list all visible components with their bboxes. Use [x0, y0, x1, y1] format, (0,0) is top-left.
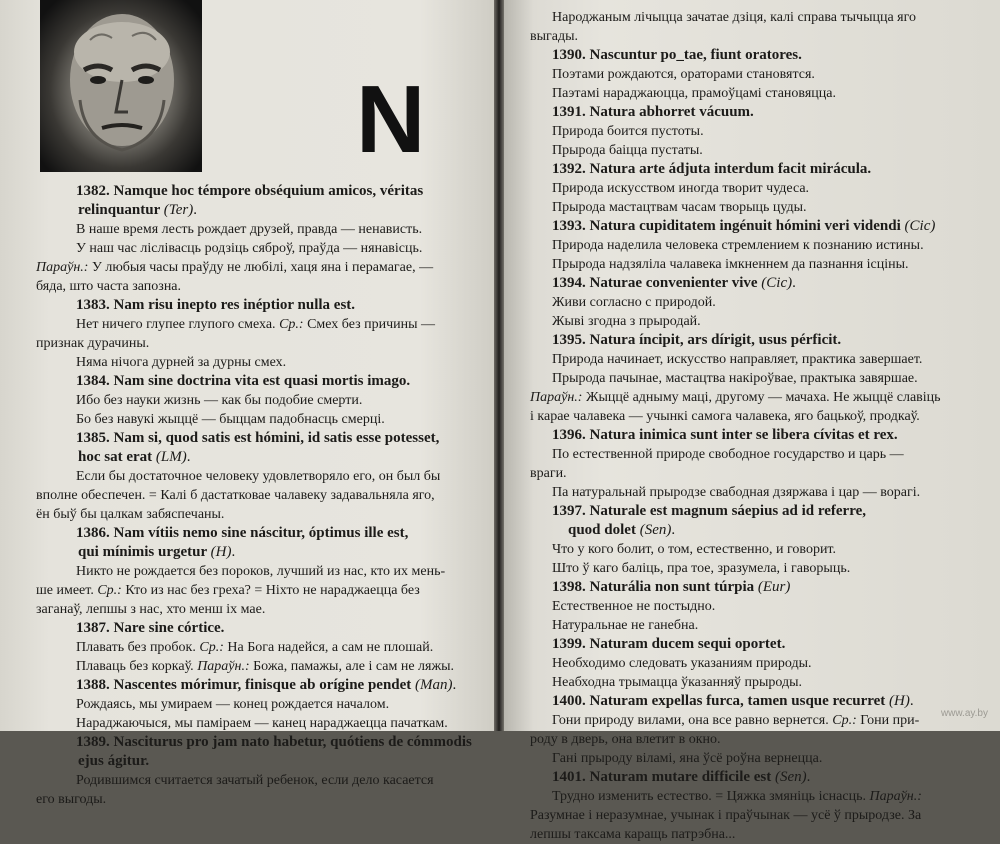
watermark: www.ay.by	[940, 708, 988, 719]
entry-text-line	[36, 505, 488, 524]
entry-heading-text: 1384. Nam sine doctrina vita est quasi mortis imago.	[76, 373, 411, 389]
line-segment: Поэтами рождаются, ораторами становятся.	[552, 67, 815, 82]
line-segment: (Sen)	[639, 522, 672, 538]
entry-text-line	[530, 540, 996, 559]
line-segment: .	[671, 522, 676, 538]
entry-text-line	[36, 220, 488, 239]
entry-heading-text: 1385. Nam si, quod satis est hómini, id satis esse potesset,	[76, 430, 440, 446]
entry-text-line	[530, 787, 996, 806]
entry-heading-text: quod dolet	[568, 522, 640, 538]
entry-text-line	[530, 84, 996, 103]
line-segment: Прырода надзяліла чалавека імкненнем да пазнання ісціны.	[552, 257, 909, 272]
line-segment: Народжаным лічыцца зачатае дзіця, калі справа тычыцца яго	[552, 10, 917, 25]
entry-text-line	[530, 388, 996, 407]
line-segment: Родившимся считается зачатый ребенок, если дело касается	[76, 773, 434, 788]
line-segment: Плавать без пробок.	[76, 640, 200, 655]
line-segment: Разумнае і неразумнае, учынак і праўчынак — усё ў прыродзе. За	[530, 808, 922, 823]
entry-heading-text: qui mínimis urgetur	[78, 544, 211, 560]
line-segment: (H)	[889, 693, 910, 709]
entry-text-line	[36, 315, 488, 334]
entry-heading-line	[530, 426, 996, 445]
line-segment: Что у кого болит, о том, естественно, и говорит.	[552, 542, 836, 557]
entry-heading-text: 1389. Nasciturus pro jam nato habetur, quótiens de cómmodis	[76, 734, 472, 750]
line-segment: Природа наделила человека стремлением к познанию истины.	[552, 238, 924, 253]
entry-heading-text: 1386. Nam vítiis nemo sine náscitur, óptimus ille est,	[76, 525, 409, 541]
line-segment: Прырода баіцца пустаты.	[552, 143, 703, 158]
line-segment: Натуральнае не ганебна.	[552, 618, 699, 633]
entry-heading-text: 1390. Nascuntur po_tae, fiunt oratores.	[552, 47, 802, 63]
entry-heading-text: 1396. Natura inimica sunt inter se libera cívitas et rex.	[552, 427, 898, 443]
line-segment: Параўн.:	[36, 260, 89, 275]
entry-text-line	[530, 597, 996, 616]
entry-text-line	[530, 730, 996, 749]
entry-heading-text: 1398. Naturália non sunt túrpia	[552, 579, 758, 595]
entry-text-line	[36, 790, 488, 809]
entry-text-line	[530, 673, 996, 692]
line-segment: Естественное не постыдно.	[552, 599, 716, 614]
line-segment: Гані прыроду віламі, яна ўсё роўна вернецца.	[552, 751, 823, 766]
line-segment: его выгоды.	[36, 792, 107, 807]
line-segment: Смех без причины —	[303, 317, 436, 332]
entry-heading-line	[36, 733, 488, 752]
entry-text-line	[36, 600, 488, 619]
line-segment: (Cic)	[761, 275, 793, 291]
entry-text-line	[530, 464, 996, 483]
right-page	[504, 0, 1000, 842]
line-segment: .	[452, 677, 457, 693]
line-segment: Ср.:	[832, 713, 857, 728]
line-segment: вполне обеспечен. = Калі б дастатковае чалавеку задавальняла яго,	[36, 488, 435, 503]
line-segment: Плаваць без коркаў.	[76, 659, 198, 674]
entry-text-line	[530, 445, 996, 464]
entry-text-line	[36, 657, 488, 676]
entry-text-line	[36, 467, 488, 486]
line-segment: (Ter)	[163, 202, 194, 218]
entry-heading-text: relinquantur	[78, 202, 164, 218]
entry-text-line	[530, 236, 996, 255]
portrait-face-icon	[40, 0, 202, 172]
entry-text-line	[36, 771, 488, 790]
entry-text-line	[530, 27, 996, 46]
entry-heading-text: 1395. Natura íncipit, ars dírigit, usus pérficit.	[552, 332, 842, 348]
entry-text-line	[36, 714, 488, 733]
entry-text-line	[36, 258, 488, 277]
entry-heading-line	[36, 676, 488, 695]
line-segment: Божа, памажы, але і сам не ляжы.	[249, 659, 455, 674]
entry-text-line	[530, 616, 996, 635]
left-page	[0, 0, 494, 807]
entry-heading-text: 1388. Nascentes mórimur, finisque ab orígine pendet	[76, 677, 416, 693]
line-segment: .	[792, 275, 796, 291]
right-page-text	[530, 8, 996, 844]
line-segment: Кто из нас без греха? = Ніхто не нараджаецца без	[121, 583, 420, 598]
line-segment: На Бога надейся, а сам не плошай.	[223, 640, 434, 655]
entry-text-line	[530, 654, 996, 673]
entry-text-line	[530, 749, 996, 768]
entry-text-line	[530, 179, 996, 198]
line-segment: Если бы достаточное человеку удовлетворяло его, он был бы	[76, 469, 441, 484]
entry-text-line	[530, 483, 996, 502]
line-segment: .	[806, 769, 811, 785]
line-segment: (LM)	[155, 449, 187, 465]
line-segment: По естественной природе свободное государство и царь —	[552, 447, 904, 462]
line-segment: Никто не рождается без пороков, лучший из нас, кто их мень-	[76, 564, 446, 579]
entry-text-line	[36, 410, 488, 429]
line-segment: .	[909, 693, 914, 709]
entry-heading-line	[530, 103, 996, 122]
line-segment: Ср.:	[97, 583, 122, 598]
line-segment: Природа боится пустоты.	[552, 124, 704, 139]
line-segment: Нет ничего глупее глупого смеха.	[76, 317, 280, 332]
book-gutter	[494, 0, 504, 731]
line-segment: Няма нічога дурней за дурны смех.	[76, 355, 287, 370]
line-segment: ше имеет.	[36, 583, 98, 598]
entry-heading-line	[36, 543, 488, 562]
entry-heading-line	[530, 274, 996, 293]
entry-heading-text: 1400. Naturam expellas furca, tamen usque recurret	[552, 693, 890, 709]
entry-heading-text: 1392. Natura arte ádjuta interdum facit mirácula.	[552, 161, 872, 177]
entry-heading-text: 1397. Naturale est magnum sáepius ad id referre,	[552, 503, 867, 519]
entry-heading-line	[36, 372, 488, 391]
line-segment: заганаў, лепшы з нас, хто менш іх мае.	[36, 602, 266, 617]
line-segment: Нараджаючыся, мы паміраем — канец нараджаецца пачаткам.	[76, 716, 448, 731]
line-segment: Бо без навукі жыццё — быццам падобнасць смерці.	[76, 412, 385, 427]
line-segment: Паэтамі нараджаюцца, прамоўцамі становяцца.	[552, 86, 836, 101]
line-segment: Прырода пачынае, мастацтва накіроўвае, практыка завяршае.	[552, 371, 918, 386]
line-segment: .	[231, 544, 236, 560]
entry-text-line	[36, 562, 488, 581]
line-segment: Жыццё адныму мацi, другому — мачаха. Не жыццё славіць	[582, 390, 941, 405]
entry-text-line	[36, 638, 488, 657]
line-segment: Ср.:	[199, 640, 224, 655]
line-segment: Параўн.:	[197, 659, 250, 674]
author-portrait	[40, 0, 202, 172]
entry-text-line	[530, 255, 996, 274]
line-segment: Необходимо следовать указаниям природы.	[552, 656, 812, 671]
entry-heading-line	[36, 182, 488, 201]
line-segment: Параўн.:	[530, 390, 583, 405]
line-segment: і карае чалавека — учынкі самога чалавека, яго бацькоў, продкаў.	[530, 409, 920, 424]
entry-heading-line	[530, 160, 996, 179]
entry-heading-line	[530, 331, 996, 350]
entry-heading-line	[36, 201, 488, 220]
entry-heading-line	[36, 619, 488, 638]
line-segment: (Sen)	[775, 769, 807, 785]
entry-heading-line	[530, 578, 996, 597]
line-segment: ён быў бы цалкам забяспечаны.	[36, 507, 225, 522]
entry-heading-line	[36, 429, 488, 448]
line-segment: Параўн.:	[869, 789, 922, 804]
entry-text-line	[530, 8, 996, 27]
entry-text-line	[36, 391, 488, 410]
entry-text-line	[36, 239, 488, 258]
entry-heading-text: 1401. Naturam mutare difficile est	[552, 769, 776, 785]
line-segment: Гони природу вилами, она все равно вернется.	[552, 713, 833, 728]
entry-text-line	[530, 293, 996, 312]
entry-heading-line	[530, 46, 996, 65]
entry-heading-line	[530, 502, 996, 521]
entry-text-line	[36, 486, 488, 505]
line-segment: лепшы таксама каращь патрэбна...	[530, 827, 736, 842]
line-segment: Па натуральнай прыродзе свабодная дзяржава і цар — ворагі.	[552, 485, 921, 500]
line-segment: враги.	[530, 466, 567, 481]
line-segment: Прырода мастацтвам часам творыць цуды.	[552, 200, 807, 215]
entry-text-line	[36, 353, 488, 372]
line-segment: бяда, што часта запозна.	[36, 279, 182, 294]
line-segment: Ибо без науки жизнь — как бы подобие смерти.	[76, 393, 363, 408]
line-segment: .	[186, 449, 191, 465]
entry-heading-text: 1391. Natura abhorret vácuum.	[552, 104, 754, 120]
entry-heading-line	[530, 521, 996, 540]
entry-heading-line	[36, 752, 488, 771]
line-segment: выгады.	[530, 29, 579, 44]
line-segment: (H)	[210, 544, 232, 560]
entry-text-line	[530, 559, 996, 578]
entry-text-line	[36, 695, 488, 714]
entry-heading-text: 1383. Nam risu inepto res inéptior nulla est.	[76, 297, 356, 313]
line-segment: Природа начинает, искусство направляет, практика завершает.	[552, 352, 923, 367]
line-segment: Неабходна трымацца ўказанняў прыроды.	[552, 675, 803, 690]
line-segment: У любыя часы праўду не любілі, хаця яна і перамагае, —	[88, 260, 434, 275]
entry-heading-text: 1382. Namque hoc témpore obséquium amicos, véritas	[76, 183, 424, 199]
entry-heading-text: ejus ágitur.	[78, 753, 150, 769]
entry-text-line	[36, 581, 488, 600]
line-segment: Гони при-	[856, 713, 920, 728]
line-segment: Што ў каго баліць, пра тое, зразумела, і гаворыць.	[552, 561, 851, 576]
entry-text-line	[530, 711, 996, 730]
entry-text-line	[530, 350, 996, 369]
entry-heading-line	[530, 217, 996, 236]
entry-text-line	[530, 825, 996, 844]
line-segment: (Cic)	[904, 218, 936, 234]
line-segment: роду в дверь, она влетит в окно.	[530, 732, 721, 747]
entry-heading-text: hoc sat erat	[78, 449, 156, 465]
entry-heading-text: 1399. Naturam ducem sequi oportet.	[552, 636, 786, 652]
entry-text-line	[36, 277, 488, 296]
entry-text-line	[530, 198, 996, 217]
section-letter: N	[356, 66, 426, 173]
line-segment: Трудно изменить естество. = Цяжка змяніць існасць.	[552, 789, 870, 804]
entry-text-line	[530, 122, 996, 141]
line-segment: Рождаясь, мы умираем — конец рождается началом.	[76, 697, 390, 712]
line-segment: признак дурачины.	[36, 336, 150, 351]
line-segment: Ср.:	[279, 317, 304, 332]
entry-heading-line	[530, 635, 996, 654]
entry-heading-text: 1393. Natura cupiditatem ingénuit hómini veri videndi	[552, 218, 905, 234]
entry-heading-line	[36, 448, 488, 467]
entry-text-line	[530, 369, 996, 388]
entry-text-line	[530, 141, 996, 160]
entry-heading-line	[36, 524, 488, 543]
entry-heading-text: 1394. Naturae convenienter vive	[552, 275, 762, 291]
entry-text-line	[530, 806, 996, 825]
line-segment: .	[193, 202, 197, 218]
entry-text-line	[530, 312, 996, 331]
entry-heading-line	[36, 296, 488, 315]
entry-heading-line	[530, 768, 996, 787]
line-segment: (Man)	[415, 677, 453, 693]
entry-text-line	[530, 65, 996, 84]
line-segment: В наше время лесть рождает друзей, правда — ненависть.	[76, 222, 423, 237]
left-page-text	[36, 182, 488, 809]
line-segment: (Eur)	[757, 579, 791, 595]
line-segment: Живи согласно с природой.	[552, 295, 716, 310]
entry-text-line	[36, 334, 488, 353]
line-segment: Жывi згодна з прыродай.	[552, 314, 701, 329]
line-segment: У наш час ліслівасць родзіць сяброў, праўда — нянавісць.	[76, 241, 423, 256]
line-segment: Природа искусством иногда творит чудеса.	[552, 181, 810, 196]
entry-text-line	[530, 407, 996, 426]
entry-heading-text: 1387. Nare sine córtice.	[76, 620, 225, 636]
entry-heading-line	[530, 692, 996, 711]
